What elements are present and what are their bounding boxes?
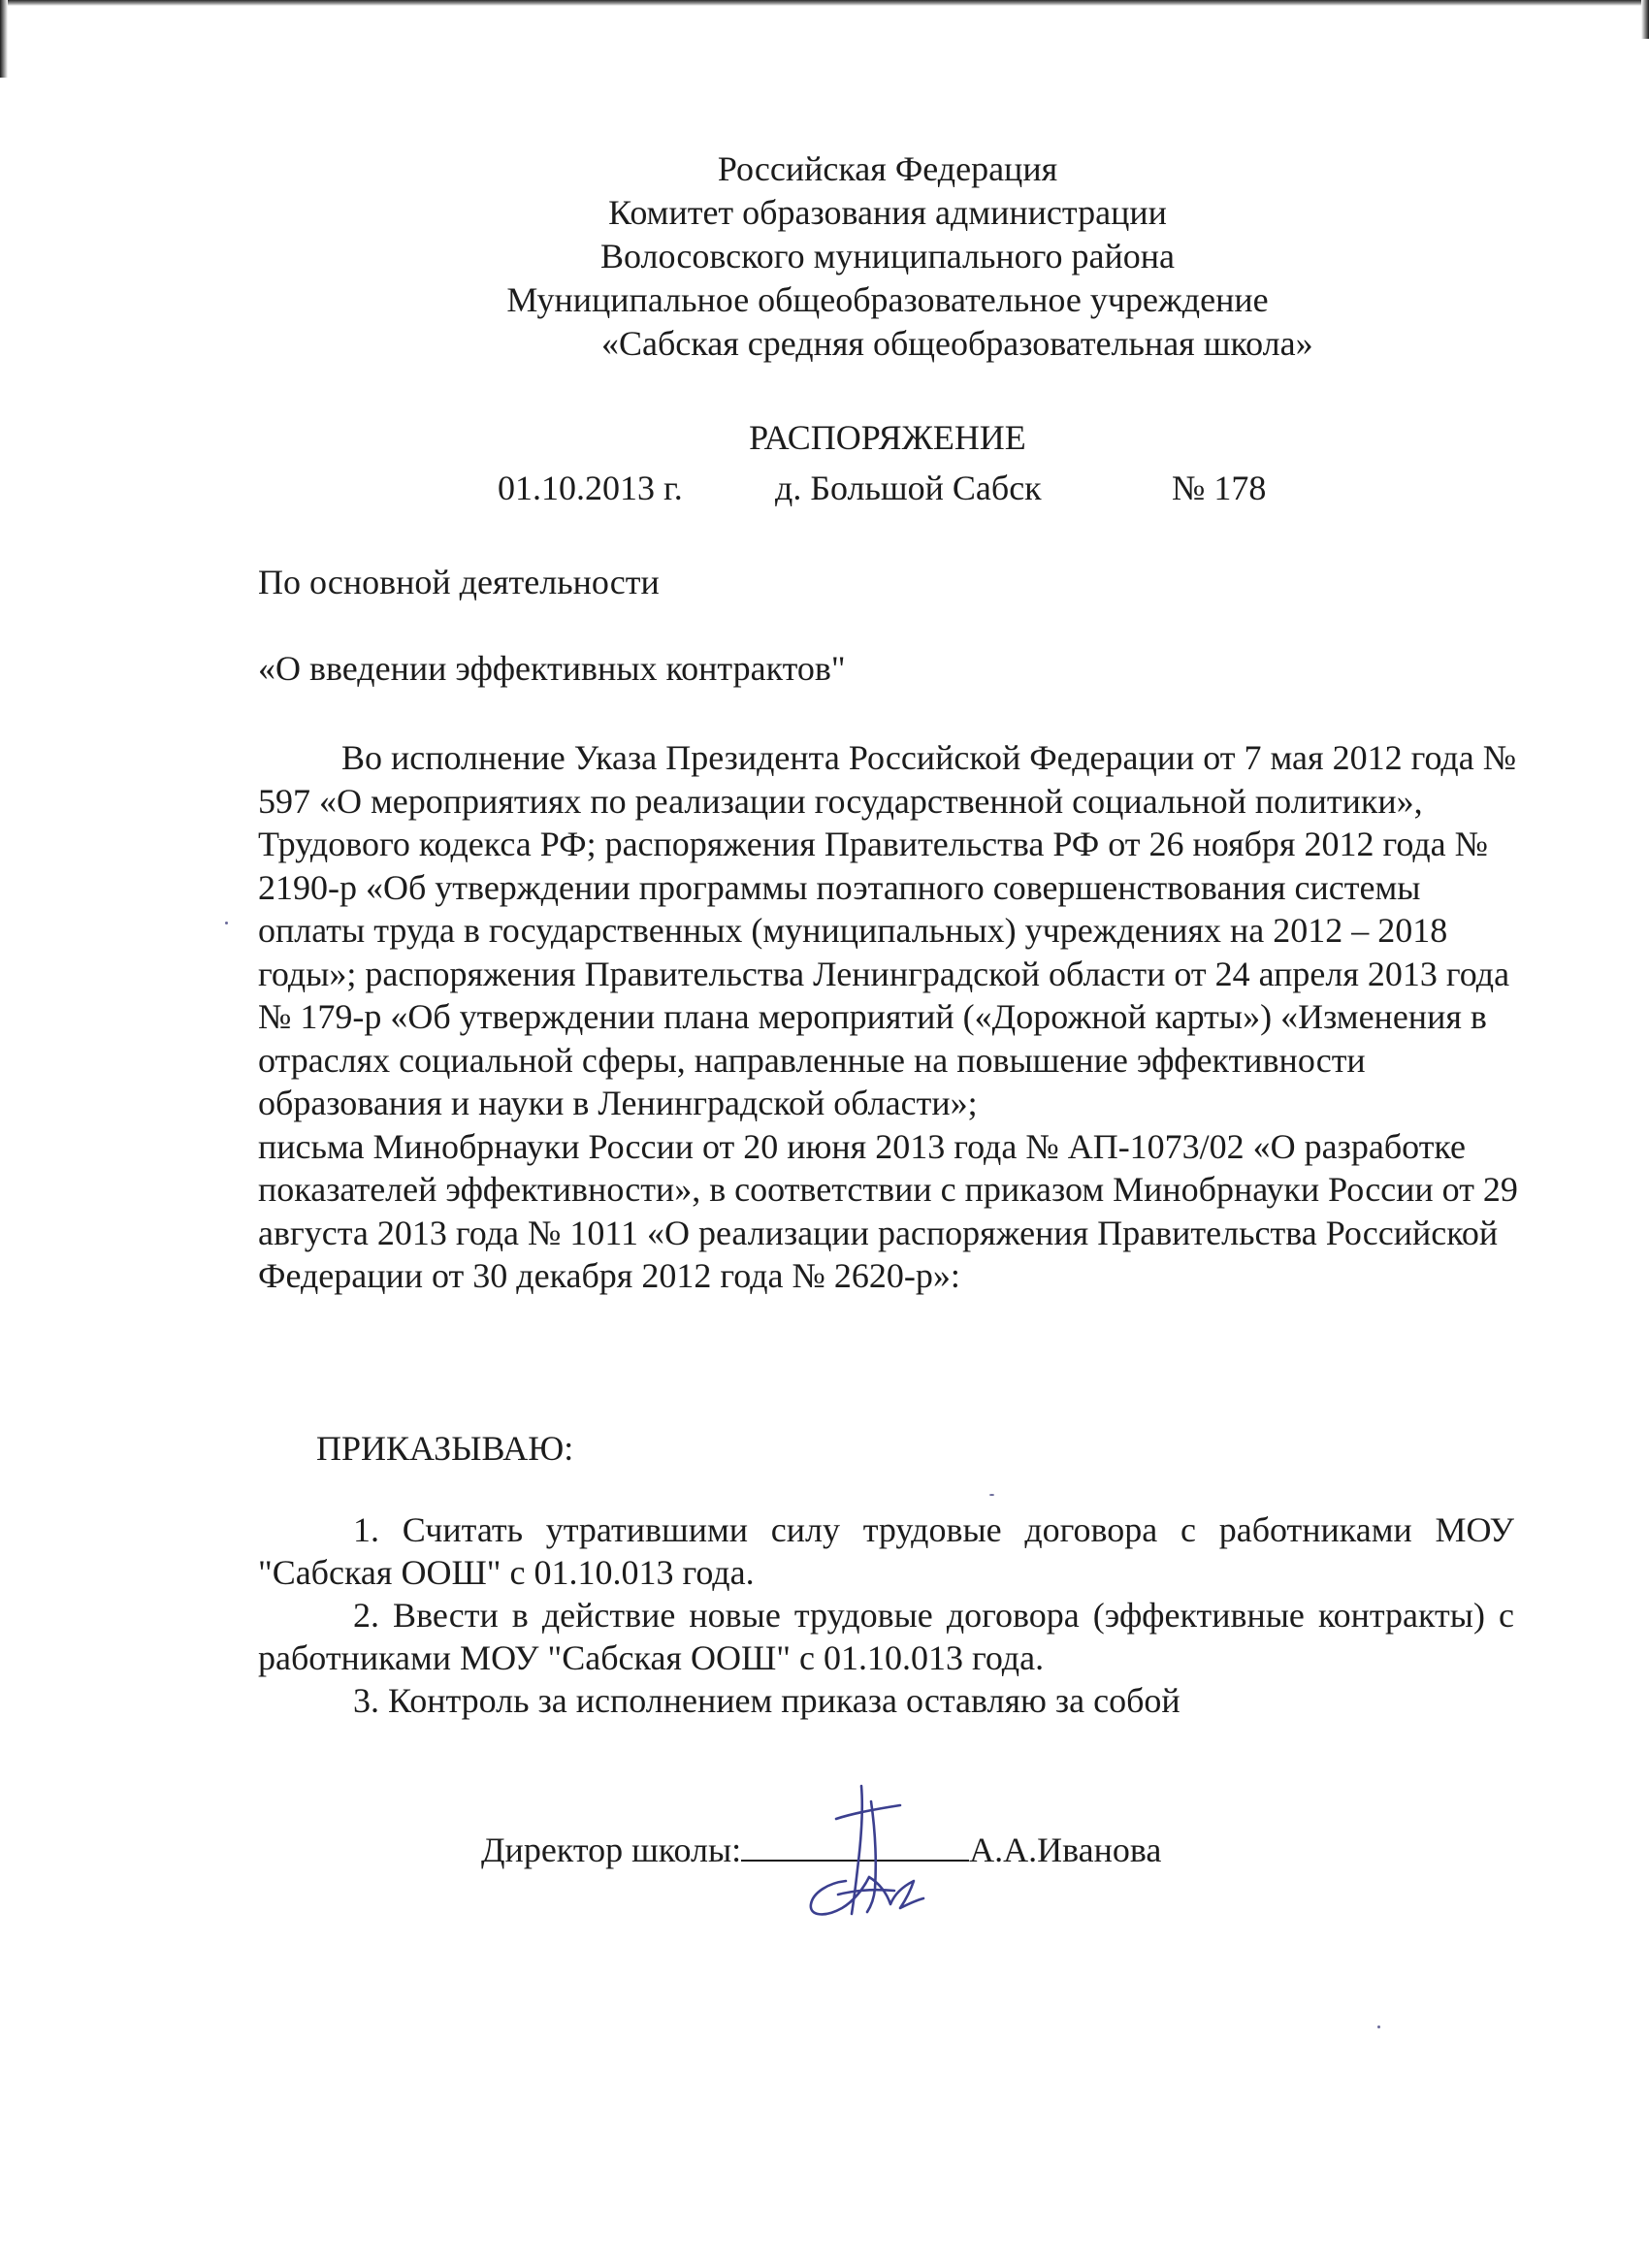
scan-speck <box>225 922 228 924</box>
header-district: Волосовского муниципального района <box>599 237 1176 275</box>
order-item: 1. Считать утратившими силу трудовые договора с работниками МОУ "Сабская ООШ" с 01.10.013 года. <box>258 1510 1514 1592</box>
document-date: 01.10.2013 г. <box>498 469 683 507</box>
order-item: 2. Ввести в действие новые трудовые договора (эффективные контракты) с работниками МОУ "Сабская ООШ" с 01.10.013 года. <box>258 1596 1514 1677</box>
order-heading: ПРИКАЗЫВАЮ: <box>316 1429 574 1468</box>
basis-paragraph-1: Во исполнение Указа Президента Российской Федерации от 7 мая 2012 года № 597 «О мероприятиях по реализации государственной социальной политики», Трудового кодекса РФ; распоряжения Правительства РФ от 26 ноября 2012 года № 2190-р «Об утверждении программы поэтапного совершенствования системы оплаты труда в государственных (муниципальных) учреждениях на 2012 – 2018 годы»; распоряжения Правительства Ленинградской области от 24 апреля 2013 года № 179-р «Об утверждении плана мероприятий («Дорожной карты») «Изменения в отраслях социальной сферы, направленные на повышение эффективности образования и науки в Ленинградской области»; <box>258 738 1517 1122</box>
basis-paragraph-2: письма Минобрнауки России от 20 июня 2013 года № АП-1073/02 «О разработке показателей эффективности», в соответствии с приказом Минобрнауки России от 29 августа 2013 года № 1011 «О реализации распоряжения Правительства Российской Федерации от 30 декабря 2012 года № 2620-р»: <box>258 1126 1518 1295</box>
scan-edge-top <box>0 0 1649 6</box>
header-school-name: «Сабская средняя общеобразовательная школа» <box>601 324 1313 363</box>
document-subject: «О введении эффективных контрактов" <box>258 649 846 688</box>
header-committee: Комитет образования администрации <box>608 193 1167 232</box>
order-items <box>258 1508 1514 1722</box>
scan-edge-right <box>1641 0 1649 39</box>
scan-speck <box>1377 2025 1380 2028</box>
document-number: № 178 <box>1172 469 1267 507</box>
document-title: РАСПОРЯЖЕНИЕ <box>749 418 1026 457</box>
handwritten-signature <box>786 1780 941 1945</box>
order-item: 3. Контроль за исполнением приказа оставляю за собой <box>353 1681 1180 1720</box>
scan-speck <box>989 1494 994 1496</box>
signatory-position: Директор школы: <box>481 1831 742 1869</box>
signatory-name: А.А.Иванова <box>969 1831 1162 1869</box>
scan-edge-left <box>0 0 8 78</box>
header-country: Российская Федерация <box>717 149 1058 188</box>
document-category: По основной деятельности <box>258 563 660 601</box>
document-place: д. Большой Сабск <box>775 469 1042 507</box>
header-institution-type: Муниципальное общеобразовательное учреждение <box>506 280 1269 319</box>
basis-section <box>258 736 1519 1298</box>
